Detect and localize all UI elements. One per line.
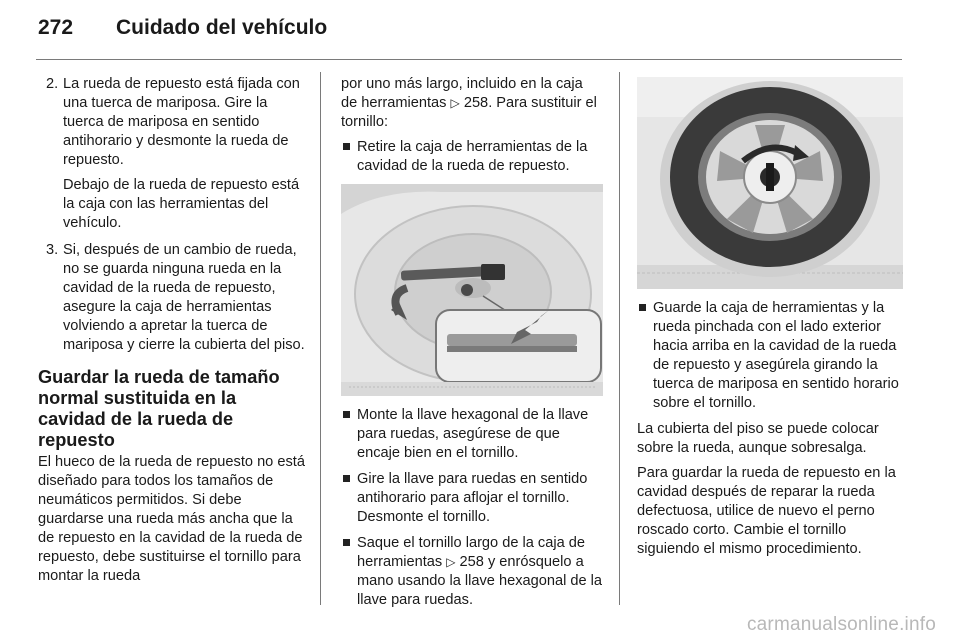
list-item-text: Gire la llave para ruedas en sentido antihorario para aflojar el tornillo. Desmonte el tornillo.: [357, 471, 588, 525]
paragraph: La cubierta del piso se puede colocar sobre la rueda, aunque sobresalga.: [637, 421, 879, 456]
page-reference-link[interactable]: 258: [459, 554, 484, 570]
list-item: [341, 406, 603, 463]
section-heading: Guardar la rueda de tamaño normal sustituida en la cavidad de la rueda de repuesto: [38, 367, 280, 450]
list-item-text: Saque el tornillo largo de la caja de herramientas: [357, 535, 585, 570]
step-2-note: Debajo de la rueda de repuesto está la caja con las herramientas del vehículo.: [63, 177, 300, 231]
list-item-text: Monte la llave hexagonal de la llave para ruedas, asegúrese de que encaje bien en el tornillo.: [357, 407, 589, 461]
square-bullet-icon: [343, 539, 350, 546]
header-rule: [36, 59, 902, 60]
column-2: [341, 75, 603, 617]
page-reference-icon: ▷: [446, 555, 456, 569]
column-divider-2: [619, 72, 620, 605]
list-item: [341, 534, 603, 610]
paragraph: Para guardar la rueda de repuesto en la cavidad después de reparar la rueda defectuosa, utilice de nuevo el perno roscado corto. Cambie el tornillo siguiendo el mismo procedimiento.: [637, 465, 896, 557]
section-paragraph: El hueco de la rueda de repuesto no está diseñado para todos los tamaños de neumáticos permitidos. Si debe guardarse una rueda más ancha que la de repuesto en la cavidad de la rueda de repuesto, debe sustituirse el tornillo para montar la rueda: [38, 454, 305, 584]
watermark-text: carmanualsonline.info: [746, 614, 936, 635]
page-reference-icon: ▷: [450, 96, 460, 110]
square-bullet-icon: [343, 475, 350, 482]
column-1: [38, 75, 306, 592]
toolbox-removal-figure: [341, 184, 603, 396]
page-title: Cuidado del vehículo: [116, 16, 328, 39]
column-divider-1: [320, 72, 321, 605]
list-item: [637, 299, 903, 413]
step-2: [38, 75, 306, 170]
square-bullet-icon: [343, 143, 350, 150]
step-text: La rueda de repuesto está fijada con una tuerca de mariposa. Gire la tuerca de mariposa en sentido antihorario y desmonte la rueda de repuesto.: [63, 76, 300, 168]
continued-paragraph: [341, 75, 603, 132]
page-reference-link[interactable]: 258: [463, 95, 489, 111]
spare-wheel-figure: [637, 77, 903, 289]
paragraph-text: por uno más largo, incluido en la caja de herramientas: [341, 76, 583, 111]
step-3: [38, 241, 306, 355]
list-item-text: Retire la caja de herramientas de la cavidad de la rueda de repuesto.: [357, 139, 588, 174]
page-number: 272: [38, 16, 74, 39]
list-item: [341, 470, 603, 527]
list-item-text: Guarde la caja de herramientas y la rueda pinchada con el lado exterior hacia arriba en la cavidad de la rueda de repuesto y asegúrela girando la tuerca de mariposa en sentido horario sobre el tornillo.: [653, 300, 899, 411]
step-number: 2.: [46, 76, 59, 92]
list-item: [341, 138, 603, 176]
column-3: [637, 75, 903, 565]
square-bullet-icon: [639, 304, 646, 311]
list-item-text: y enrósquelo a mano usando la llave hexagonal de la llave para ruedas.: [357, 554, 603, 608]
square-bullet-icon: [343, 411, 350, 418]
paragraph-text: . Para sustituir el tornillo:: [341, 95, 597, 130]
step-number: 3.: [46, 242, 59, 258]
step-text: Si, después de un cambio de rueda, no se guarda ninguna rueda en la cavidad de la rueda de repuesto, asegure la caja de herramientas volviendo a apretar la tuerca de mariposa y cierre la cubierta del piso.: [63, 242, 305, 353]
